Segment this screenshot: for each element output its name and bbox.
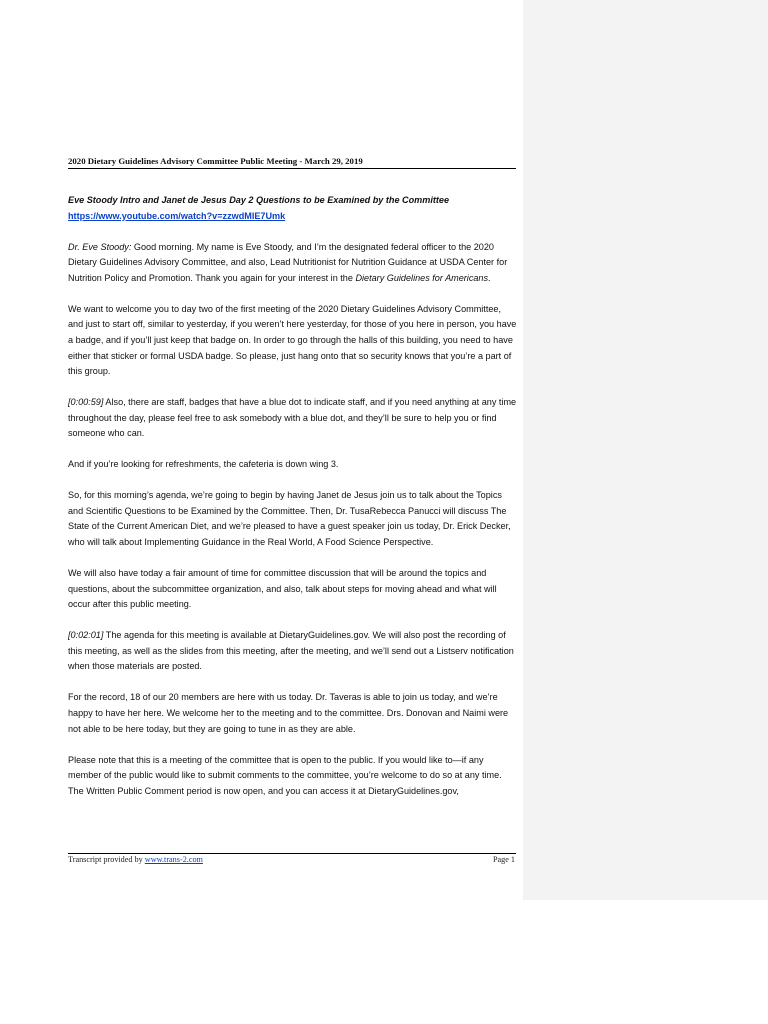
footer-credit-text: Transcript provided by bbox=[68, 855, 145, 864]
paragraph-1-text: Good morning. My name is Eve Stoody, and I’m the designated federal officer to the 2020 Dietary Guidelines Advisory Committee, and also, Lead Nutritionist for Nutrition Guidance at USDA Center for Nutrition Policy and Promotion. Thank you again for your interest in the bbox=[68, 241, 508, 283]
document-title-block bbox=[68, 193, 518, 224]
timestamp: [0:02:01] bbox=[68, 630, 104, 641]
speaker-name: Dr. Eve Stoody: bbox=[68, 241, 132, 252]
publication-title: Dietary Guidelines for Americans bbox=[355, 272, 489, 283]
paragraph-6: We will also have today a fair amount of time for committee discussion that will be around the topics and questions, about the subcommittee organization, and also, talk about steps for moving ahead and what will occur after this public meeting. bbox=[68, 568, 497, 610]
footer-divider bbox=[68, 853, 516, 854]
paragraph-2: We want to welcome you to day two of the first meeting of the 2020 Dietary Guidelines Advisory Committee, and just to start off, similar to yesterday, if you weren’t here yesterday, for those of you here in person, you have a badge, and if you’ll just keep that badge on. In order to go through the halls of this building, you need to have either that sticker or formal USDA badge. So please, just hang onto that so security knows that you’re a part of this group. bbox=[68, 303, 517, 377]
page-number: Page 1 bbox=[492, 855, 515, 864]
paragraph-8: For the record, 18 of our 20 members are here with us today. Dr. Taveras is able to join us today, and we’re happy to have her here. We welcome her to the meeting and to the committee. Drs. Donovan and Naimi were not able to be here today, but they are going to tune in as they are able. bbox=[68, 692, 509, 734]
provider-link[interactable]: www.trans-2.com bbox=[144, 855, 203, 864]
paragraph-3 bbox=[68, 395, 518, 442]
paragraph-7 bbox=[68, 628, 518, 675]
header-divider bbox=[68, 168, 516, 169]
timestamp: [0:00:59] bbox=[68, 397, 104, 408]
paragraph-9: Please note that this is a meeting of the committee that is open to the public. If you would like to—if any member of the public would like to submit comments to the committee, you’re welcome to do so at any time. The Written Public Comment period is now open, and you can access it at DietaryGuidelines.gov, bbox=[68, 754, 502, 796]
video-link[interactable]: https://www.youtube.com/watch?v=zzwdMIE7Umk bbox=[68, 210, 286, 221]
document-title: Eve Stoody Intro and Janet de Jesus Day 2 Questions to be Examined by the Committee bbox=[68, 195, 450, 205]
paragraph-4: And if you’re looking for refreshments, the cafeteria is down wing 3. bbox=[68, 459, 339, 470]
comments-pane bbox=[523, 0, 768, 900]
document-body bbox=[68, 193, 518, 815]
paragraph-7-text: The agenda for this meeting is available at DietaryGuidelines.gov. We will also post the recording of this meeting, as well as the slides from this meeting, after the meeting, and we’ll send out a Listserv notification when those materials are posted. bbox=[68, 630, 514, 672]
page-header: 2020 Dietary Guidelines Advisory Committee Public Meeting - March 29, 2019 bbox=[68, 156, 363, 166]
footer-credit bbox=[68, 855, 203, 864]
paragraph-3-text: Also, there are staff, badges that have a blue dot to indicate staff, and if you need anything at any time throughout the day, please feel free to ask somebody with a blue dot, and they’ll be sure to help you or find someone who can. bbox=[68, 397, 517, 439]
paragraph-5: So, for this morning’s agenda, we’re going to begin by having Janet de Jesus join us to talk about the Topics and Scientific Questions to be Examined by the Committee. Then, Dr. TusaRebecca Panucci will discuss The State of the Current American Diet, and we’re pleased to have a guest speaker join us today, Dr. Erick Decker, who will talk about Implementing Guidance in the Real World, A Food Science Perspective. bbox=[68, 490, 511, 548]
paragraph-1-end: . bbox=[488, 272, 491, 283]
paragraph-1 bbox=[68, 240, 518, 287]
